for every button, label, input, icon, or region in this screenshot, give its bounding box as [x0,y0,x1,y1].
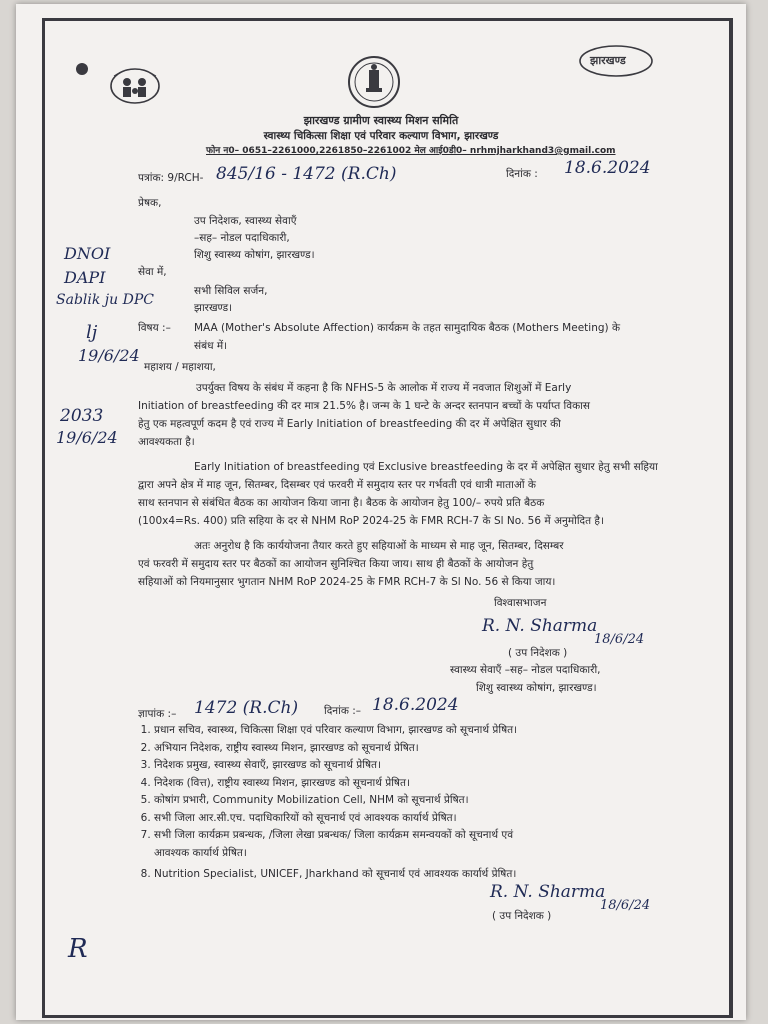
sender-line-3: शिशु स्वास्थ्य कोषांग, झारखण्ड। [194,249,315,261]
inward-number: 2033 [60,406,104,426]
to-line-2: झारखण्ड। [194,302,233,314]
memo-designation: ( उप निदेशक ) [492,910,552,922]
sender-label: प्रेषक, [138,197,162,209]
para1-line-2: Initiation of breastfeeding की दर मात्र 21.5% है। जन्म के 1 घन्टे के अन्दर स्तनपान बच्चों के पर्याप्त विकास [138,400,590,412]
list-item: 1. प्रधान सचिव, स्वास्थ्य, चिकित्सा शिक्षा एवं परिवार कल्याण विभाग, झारखण्ड को सूचनार्थ प्रेषित। [154,722,692,740]
closing: विश्वासभाजन [494,597,547,609]
para1-line-1: उपर्युक्त विषय के संबंध में कहना है कि NFHS-5 के आलोक में राज्य में नवजात शिशुओं में Early [196,382,572,394]
para1-line-4: आवश्यकता है। [138,436,195,448]
para1-line-3: हेतु एक महत्वपूर्ण कदम है एवं राज्य में Early Initiation of breastfeeding की दर में अपेक्षित सुधार की [138,418,561,430]
right-logo-text: झारखण्ड [590,54,626,67]
document-sheet [16,4,746,1020]
subject-line-2: संबंध में। [194,340,228,352]
subject-line-1: MAA (Mother's Absolute Affection) कार्यक्रम के तहत सामुदायिक बैठक (Mothers Meeting) के [194,322,621,334]
para2-line-2: द्वारा अपने क्षेत्र में माह जून, सितम्बर, दिसम्बर एवं फरवरी में समुदाय स्तर पर गर्भवती एवं धात्री माताओं के [138,479,536,491]
sign-date: 18/6/24 [594,632,645,647]
ref-handwritten: 845/16 - 1472 (R.Ch) [216,164,397,184]
nhm-logo [106,64,164,106]
jharkhand-right-logo [578,44,654,78]
distribution-list [132,722,692,884]
designation: ( उप निदेशक ) [508,647,568,659]
para3-line-2: एवं फरवरी में समुदाय स्तर पर बैठकों का आयोजन सुनिश्चित किया जाय। साथ ही बैठकों के आयोजन हेतु [138,558,534,570]
list-item: 6. सभी जिला आर.सी.एच. पदाधिकारियों को सूचनार्थ एवं आवश्यक कार्यार्थ प्रेषित। [154,810,692,828]
subject-label: विषय :– [138,322,171,334]
list-item: 8. Nutrition Specialist, UNICEF, Jharkhand को सूचनार्थ एवं आवश्यक कार्यार्थ प्रेषित। [154,866,692,884]
sender-line-1: उप निदेशक, स्वास्थ्य सेवाएँ [194,215,297,227]
inward-date: 19/6/24 [56,428,118,447]
margin-note-3: Sablik ju DPC [56,292,154,308]
to-label: सेवा में, [138,266,167,278]
signature: R. N. Sharma [482,616,598,636]
ref-label: पत्रांक: 9/RCH- [138,172,204,184]
punch-hole [76,63,88,75]
para2-line-3: साथ स्तनपान से संबंधित बैठक का आयोजन किया जाना है। बैठक के आयोजन हेतु 100/– रुपये प्रति बैठक [138,497,545,509]
memo-date-label: दिनांक :– [324,705,362,717]
date-handwritten: 18.6.2024 [564,158,651,178]
margin-note-2: DAPI [64,268,106,287]
para2-line-4: (100x4=Rs. 400) प्रति सहिया के दर से NHM RoP 2024-25 के FMR RCH-7 के Sl No. 56 में अनुमोदित है। [138,515,604,527]
list-item: 4. निदेशक (वित्त), राष्ट्रीय स्वास्थ्य मिशन, झारखण्ड को सूचनार्थ प्रेषित। [154,775,692,793]
sign-line-2: शिशु स्वास्थ्य कोषांग, झारखण्ड। [476,682,597,694]
contact-line: फोन न0– 0651–2261000,2261850–2261002 मेल आई0डी0– nrhmjharkhand3@gmail.com [206,146,616,156]
initial-date: 19/6/24 [78,346,140,365]
para2-line-1: Early Initiation of breastfeeding एवं Exclusive breastfeeding के दर में अपेक्षित सुधार हेतु सभी सहिया [194,461,658,473]
memo-date-handwritten: 18.6.2024 [372,695,459,715]
dept-name: स्वास्थ्य चिकित्सा शिक्षा एवं परिवार कल्याण विभाग, झारखण्ड [263,130,499,142]
memo-signature: R. N. Sharma [490,882,606,902]
list-item: 3. निदेशक प्रमुख, स्वास्थ्य सेवाएँ, झारखण्ड को सूचनार्थ प्रेषित। [154,757,692,775]
corner-mark: R [68,934,88,964]
list-item: 2. अभियान निदेशक, राष्ट्रीय स्वास्थ्य मिशन, झारखण्ड को सूचनार्थ प्रेषित। [154,740,692,758]
para3-line-3: सहियाओं को नियमानुसार भुगतान NHM RoP 2024-25 के FMR RCH-7 के Sl No. 56 से किया जाय। [138,576,556,588]
margin-note-1: DNOI [64,244,111,263]
to-line-1: सभी सिविल सर्जन, [194,285,268,297]
memo-number-handwritten: 1472 (R.Ch) [194,698,299,718]
salutation: महाशय / महाशया, [144,361,216,373]
list-item: 7. सभी जिला कार्यक्रम प्रबन्धक, /जिला लेखा प्रबन्धक/ जिला कार्यक्रम समन्वयकों को सूचनार्थ एवं आवश्यक कार्यार्थ प्रेषित। [154,827,692,862]
sender-line-2: –सह– नोडल पदाधिकारी, [194,232,290,244]
memo-label: ज्ञापांक :– [138,708,177,720]
para3-line-1: अतः अनुरोध है कि कार्ययोजना तैयार करते हुए सहियाओं के माध्यम से माह जून, सितम्बर, दिसम्बर [194,540,564,552]
jharkhand-emblem [346,54,402,110]
memo-sign-date: 18/6/24 [600,898,651,913]
date-label: दिनांक : [506,168,538,180]
list-item: 5. कोषांग प्रभारी, Community Mobilization Cell, NHM को सूचनार्थ प्रेषित। [154,792,692,810]
org-name: झारखण्ड ग्रामीण स्वास्थ्य मिशन समिति [303,114,459,127]
sign-line-1: स्वास्थ्य सेवाएँ –सह– नोडल पदाधिकारी, [450,664,601,676]
initial-mark: lj [86,322,98,343]
